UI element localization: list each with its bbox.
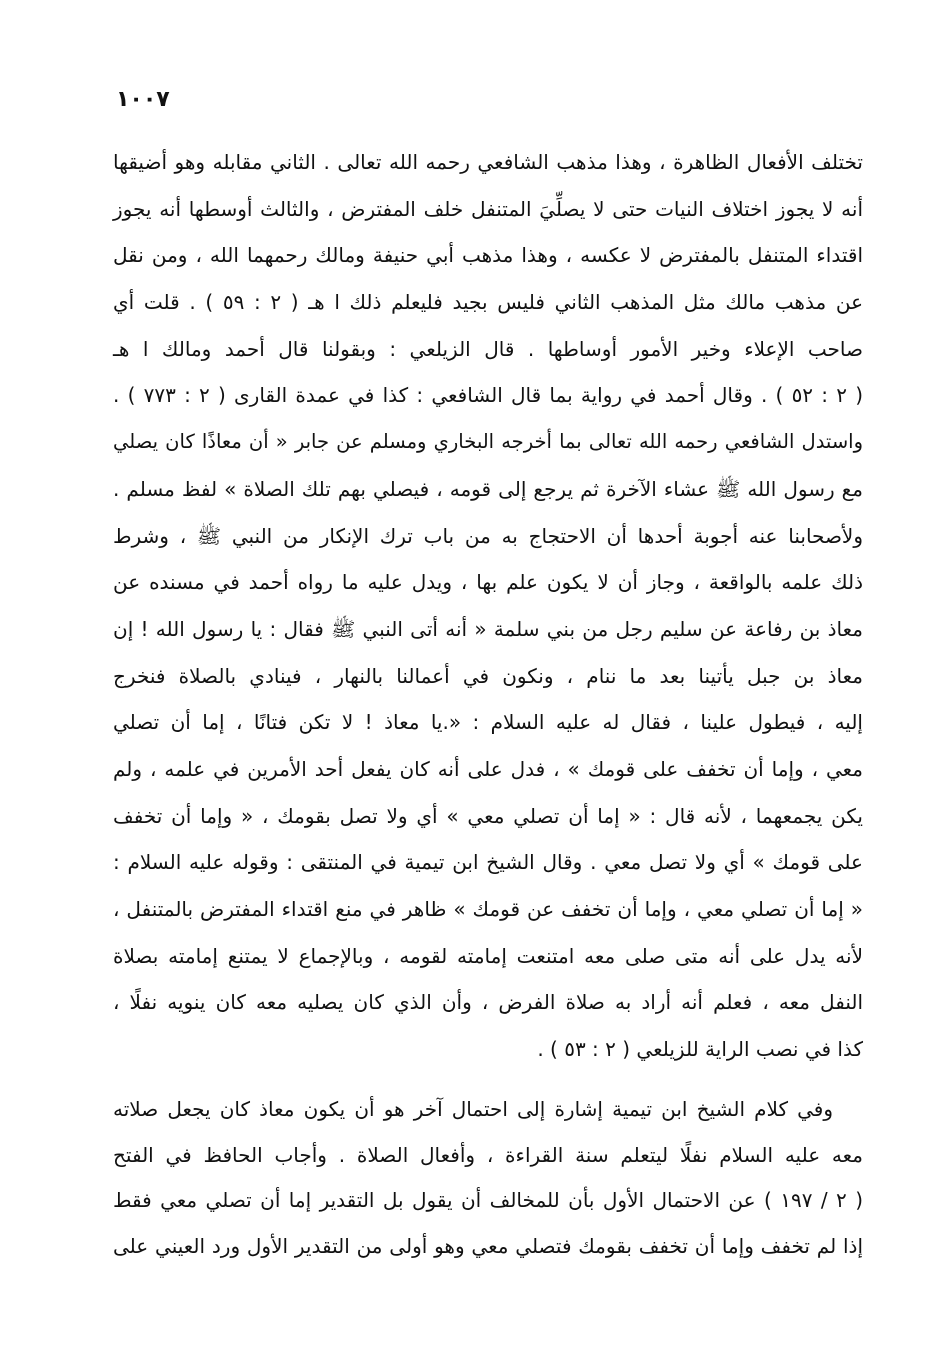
text-line: صاحب الإعلاء وخير الأمور أوساطها . قال الزيلعي : وبقولنا قال أحمد ومالك ا هـ (113, 336, 863, 361)
text-line: معه عليه السلام نفلًا ليتعلم سنة القراءة ، وأفعال الصلاة . وأجاب الحافظ في الفتح (113, 1142, 863, 1167)
text-line: النفل معه ، فعلم أنه أراد به صلاة الفرض ، وأن الذي كان يصليه معه كان ينويه نفلًا ، (113, 990, 863, 1015)
text-line: وفي كلام الشيخ ابن تيمية إشارة إلى احتمال آخر هو أن يكون معاذ كان يجعل صلاته (113, 1097, 833, 1121)
text-line: اقتداء المتنفل بالمفترض لا عكسه ، وهذا مذهب أبي حنيفة ومالك رحمهما الله ، ومن نقل (113, 243, 863, 268)
paragraph (113, 139, 863, 1073)
text-line: عن مذهب مالك مثل المذهب الثاني فليس بجيد فليعلم ذلك ا هـ ( ٢ : ٥٩ ) . قلت أي (113, 290, 864, 315)
paragraph (113, 1087, 863, 1270)
text-line: « إما أن تصلي معي ، وإما أن تخفف عن قومك » ظاهر في منع اقتداء المفترض بالمتنفل ، (113, 897, 863, 921)
text-line: كذا في نصب الراية للزيلعي ( ٢ : ٥٣ ) . (537, 1037, 863, 1062)
text-line: معاذ بن رفاعة عن سليم رجل من بني سلمة « أنه أتى النبي ﷺ فقال : يا رسول الله ! إن (113, 616, 863, 641)
text-line: مع رسول الله ﷺ عشاء الآخرة ثم يرجع إلى قومه ، فيصلي بهم تلك الصلاة » لفظ مسلم . (113, 476, 863, 501)
text-line: لأنه يدل على أنه متى صلى معه امتنعت إمامته لقومه ، وبالإجماع لا يمتنع إمامته بصلاة (113, 943, 863, 968)
text-line: أنه لا يجوز اختلاف النيات حتى لا يصلِّيَ المتنفل خلف المفترض ، والثالث أوسطها أنه يجوز (113, 196, 863, 221)
text-line: ( ٢ / ١٩٧ ) عن الاحتمال الأول بأن للمخالف أن يقول بل التقدير إما أن تصلي معي فقط (113, 1188, 863, 1213)
text-line: يكن يجمعهما ، لأنه قال : « إما أن تصلي معي » أي ولا تصل بقومك ، « وإما أن تخفف (113, 803, 863, 828)
text-line: ذلك علمه بالواقعة ، وجاز أن لا يكون علم بها ، ويدل عليه ما رواه أحمد في مسنده عن (113, 570, 863, 595)
text-line: واستدل الشافعي رحمه الله تعالى بما أخرجه البخاري ومسلم عن جابر « أن معاذًا كان يصلي (113, 430, 863, 454)
text-line: معي ، وإما أن تخفف على قومك » ، فدل على أنه كان يفعل أحد الأمرين في علمه ، ولم (113, 756, 863, 781)
text-line: إليه ، فيطول علينا ، فقال له عليه السلام : «.يا معاذ ! لا تكن فتانًا ، إما أن تصلي (113, 710, 863, 735)
text-line: معاذ بن جبل يأتينا بعد ما ننام ، ونكون في أعمالنا بالنهار ، فينادي بالصلاة فنخرج (113, 663, 863, 688)
page-number: ١٠٠٧ (116, 87, 170, 112)
text-line: إذا لم تخفف وإما أن تخفف بقومك فتصلي معي وهو أولى من التقدير الأول ورد العيني على (113, 1234, 863, 1259)
text-line: على قومك » أي ولا تصل معي . وقال الشيخ ابن تيمية في المنتقى : وقوله عليه السلام : (113, 850, 863, 875)
text-line: ولأصحابنا عنه أجوبة أحدها أن الاحتجاج به من باب ترك الإنكار من النبي ﷺ ، وشرط (113, 523, 863, 548)
text-line: تختلف الأفعال الظاهرة ، وهذا مذهب الشافعي رحمه الله تعالى . الثاني مقابله وهو أضيقها (113, 150, 863, 174)
text-line: ( ٢ : ٥٢ ) . وقال أحمد في رواية بما قال الشافعي : كذا في عمدة القارى ( ٢ : ٧٧٣ ) . (113, 383, 864, 408)
